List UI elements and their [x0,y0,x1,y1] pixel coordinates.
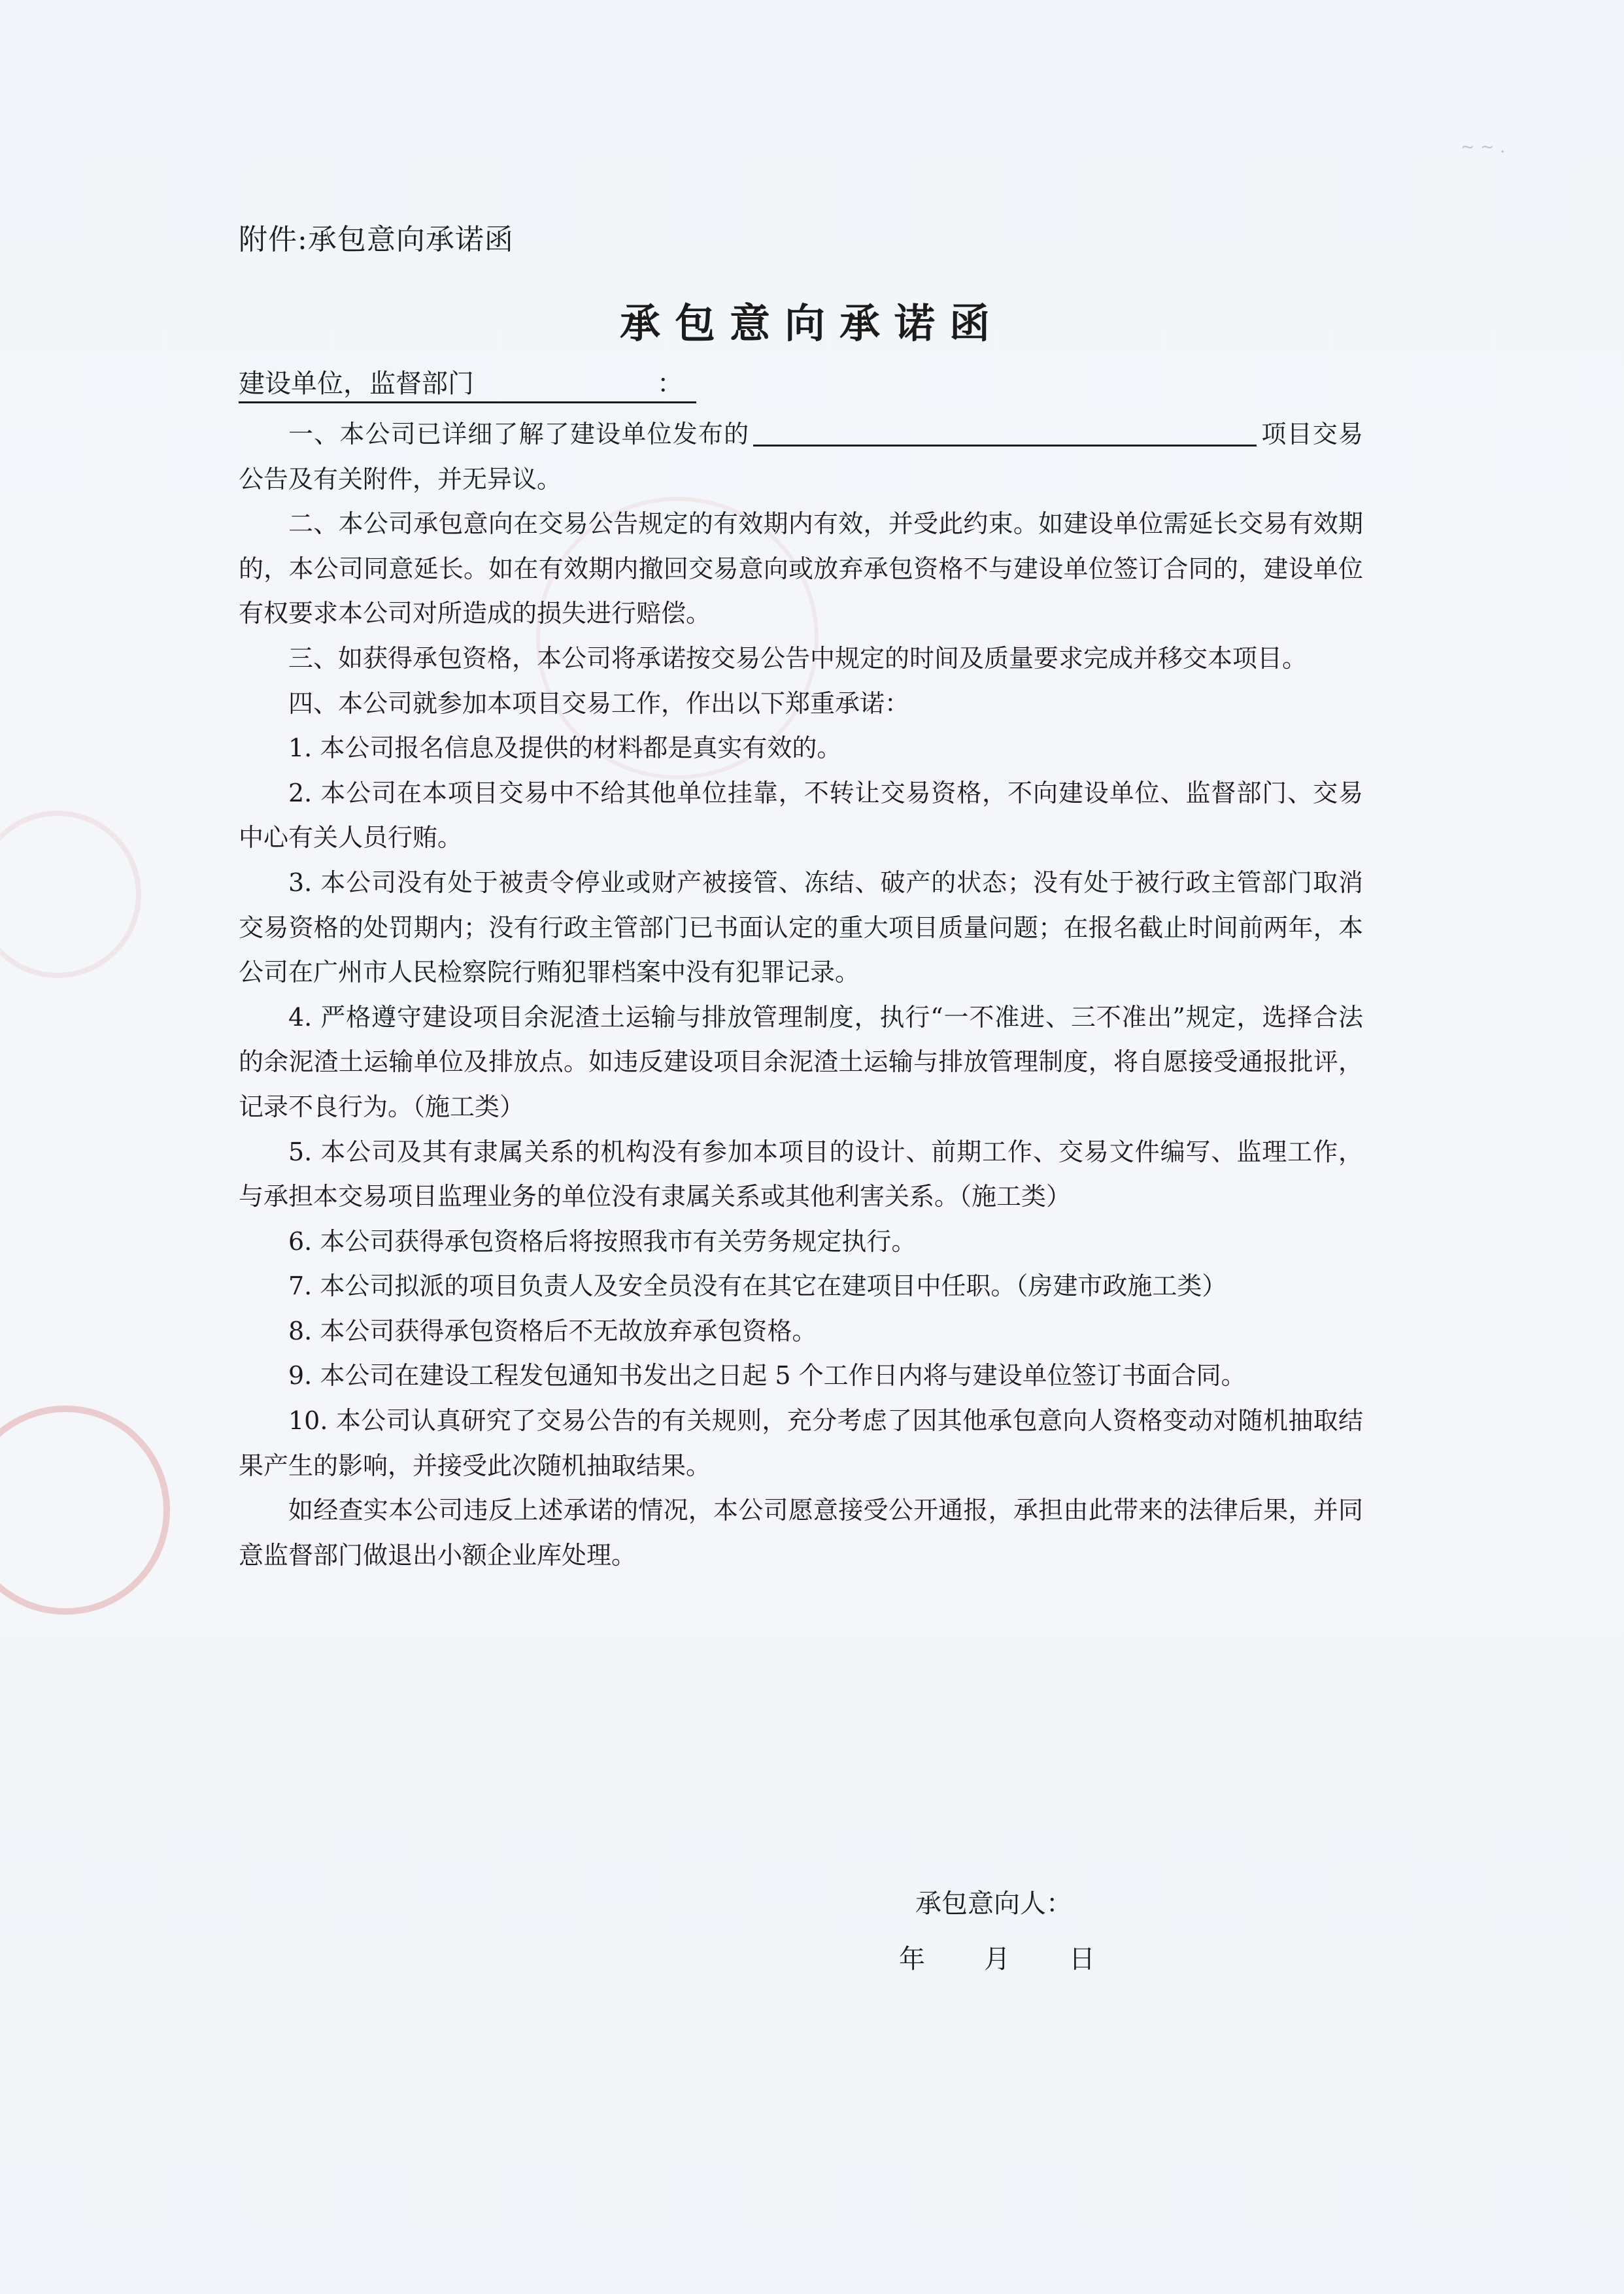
paragraph-2: 二、本公司承包意向在交易公告规定的有效期内有效，并受此约束。如建设单位需延长交易有效期的，本公司同意延长。如在有效期内撤回交易意向或放弃承包资格不与建设单位签订合同的，建设单位有权要求本公司对所造成的损失进行赔偿。 [239,509,1363,628]
faint-seal-stamp [0,811,141,978]
commitment-item: 4. 严格遵守建设项目余泥渣土运输与排放管理制度，执行“一不准进、三不准出”规定，选择合法的余泥渣土运输单位及排放点。如违反建设项目余泥渣土运输与排放管理制度，将自愿接受通报批评，记录不良行为。（施工类） [239,1002,1363,1121]
signatory-label: 承包意向人： [915,1889,1072,1919]
commitment-item: 9. 本公司在建设工程发包通知书发出之日起 5 个工作日内将与建设单位签订书面合同。 [288,1361,1246,1391]
addressee-line [239,363,696,403]
project-name-blank [753,418,1257,447]
document-title: 承包意向承诺函 [619,299,1004,347]
commitment-item: 1. 本公司报名信息及提供的材料都是真实有效的。 [288,734,842,763]
letter-body [239,412,1363,1577]
paragraph-1-after: 项目交易公告及有关附件，并无异议。 [239,420,1363,494]
date-day: 日 [1069,1944,1095,1974]
paragraph-3: 三、如获得承包资格，本公司将承诺按交易公告中规定的时间及质量要求完成并移交本项目。 [288,643,1308,673]
commitment-item: 7. 本公司拟派的项目负责人及安全员没有在其它在建项目中任职。（房建市政施工类） [288,1272,1227,1301]
date-year: 年 [899,1944,925,1974]
commitment-item: 6. 本公司获得承包资格后将按照我市有关劳务规定执行。 [288,1226,917,1256]
commitment-item: 8. 本公司获得承包资格后不无故放弃承包资格。 [288,1316,817,1345]
addressee-colon: ： [657,369,683,399]
paragraph-1-before: 一、本公司已详细了解了建设单位发布的 [288,420,750,448]
commitment-item: 10. 本公司认真研究了交易公告的有关规则，充分考虑了因其他承包意向人资格变动对随机抽取结果产生的影响，并接受此次随机抽取结果。 [239,1406,1363,1480]
date-line [899,1938,1154,1976]
commitment-item: 3. 本公司没有处于被责令停业或财产被接管、冻结、破产的状态；没有处于被行政主管部门取消交易资格的处罚期内；没有行政主管部门已书面认定的重大项目质量问题；在报名截止时间前两年，本公司在广州市人民检察院行贿犯罪档案中没有犯罪记录。 [239,868,1363,987]
closing-paragraph: 如经查实本公司违反上述承诺的情况，本公司愿意接受公开通报，承担由此带来的法律后果，并同意监督部门做退出小额企业库处理。 [239,1496,1363,1570]
seal-stamp [0,1406,170,1615]
date-month: 月 [984,1944,1010,1974]
attachment-label: 附件:承包意向承诺函 [239,223,514,256]
addressee-label: 建设单位，监督部门 [239,369,474,399]
corner-scan-mark: ~ ~ . [1461,137,1506,157]
commitment-item: 2. 本公司在本项目交易中不给其他单位挂靠，不转让交易资格，不向建设单位、监督部门、交易中心有关人员行贿。 [239,778,1363,852]
paragraph-1 [239,412,1363,501]
commitment-item: 5. 本公司及其有隶属关系的机构没有参加本项目的设计、前期工作、交易文件编写、监理工作，与承担本交易项目监理业务的单位没有隶属关系或其他利害关系。（施工类） [239,1137,1363,1211]
paragraph-4: 四、本公司就参加本项目交易工作，作出以下郑重承诺： [288,688,910,718]
